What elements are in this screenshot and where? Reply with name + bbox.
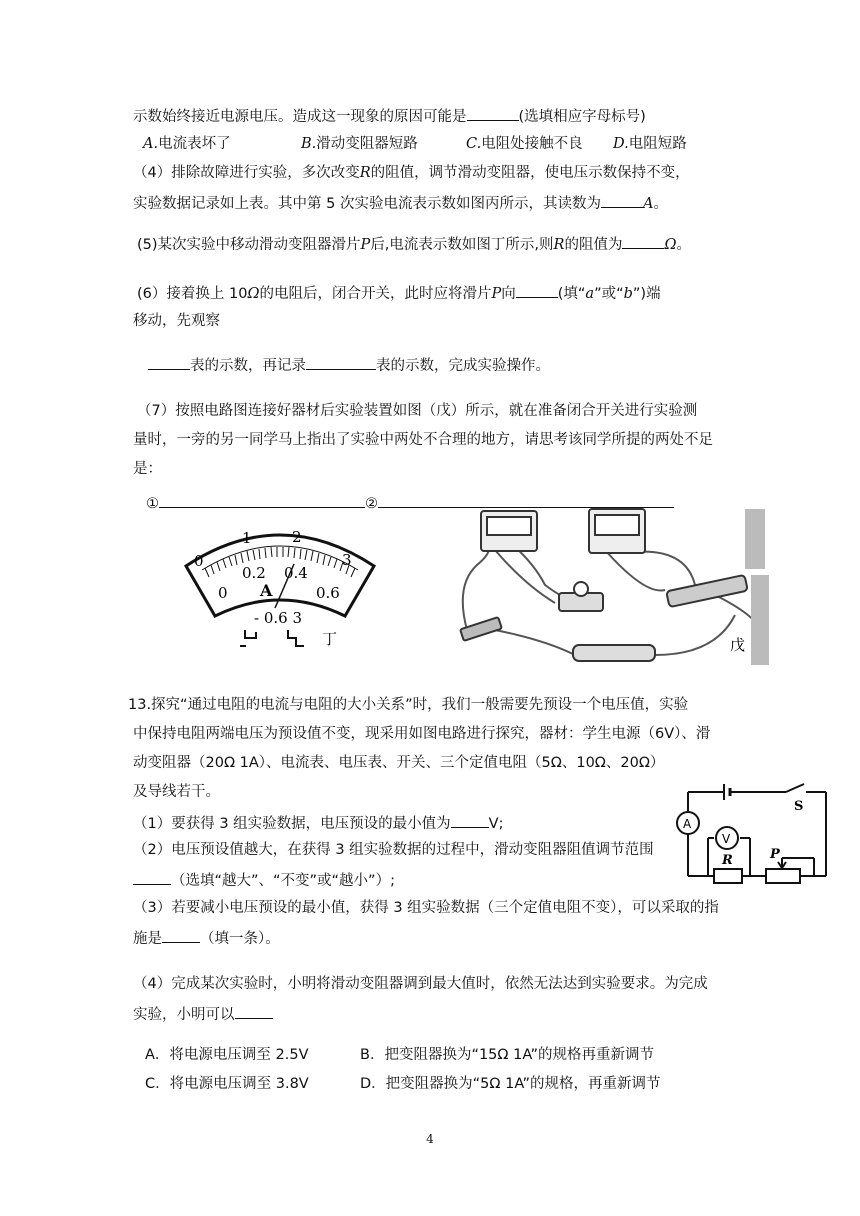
- q12-part6-line2: 移动，先观察: [133, 313, 220, 329]
- terminal-connector-left: [240, 630, 256, 646]
- answer-blank[interactable]: [162, 927, 200, 943]
- figure-label-wu: 戊: [730, 636, 746, 654]
- slider-label: P: [770, 847, 780, 862]
- bottom-scale-0.6: 0.6: [316, 584, 340, 602]
- answer-blank[interactable]: [159, 492, 365, 508]
- wire: [495, 630, 575, 655]
- apparatus-figure: [455, 505, 769, 670]
- voltmeter-symbol-label: V: [722, 832, 731, 846]
- top-scale-0: 0: [194, 552, 204, 570]
- ammeter-dial-figure: [180, 520, 380, 655]
- answer-blank[interactable]: [306, 354, 376, 370]
- top-scale-3: 3: [342, 551, 352, 569]
- option-b: B.滑动变阻器短路: [301, 136, 418, 152]
- q13-sub3-line1: （3）若要减小电压预设的最小值，获得 3 组实验数据（三个定值电阻不变），可以采取的指: [133, 900, 719, 916]
- ammeter-device: [481, 511, 537, 551]
- bottom-scale-0.2: 0.2: [242, 564, 266, 582]
- terminal-connector-right: [288, 630, 304, 646]
- bottom-scale-0: 0: [218, 584, 228, 602]
- q13-sub2-line2: （选填“越大”、“不变”或“越小”）;: [133, 869, 395, 891]
- q12-part7-line3: 是：: [133, 461, 162, 477]
- top-scale-1: 1: [242, 529, 252, 547]
- switch-label: S: [794, 799, 804, 814]
- q12-part4-line1: （4）排除故障进行实验，多次改变R的阻值，调节滑动变阻器，使电压示数保持不变，: [133, 165, 690, 181]
- q13-option-a: A．将电源电压调至 2.5V: [145, 1047, 309, 1063]
- q13-sub3-line2: 施是 （填一条）。: [133, 927, 280, 949]
- option-a: A.电流表坏了: [143, 136, 231, 152]
- wire: [463, 545, 489, 630]
- q13-option-d: D．把变阻器换为“5Ω 1A”的规格，再重新调节: [360, 1076, 661, 1092]
- switch-device: [460, 617, 502, 641]
- q13-sub4-line2: 实验，小明可以: [133, 1003, 273, 1025]
- dial-unit-label: A: [260, 581, 273, 600]
- q12-cause-line: 示数始终接近电源电压。造成这一现象的原因可能是 (选填相应字母标号): [133, 105, 646, 127]
- q12-part6-line1: (6）接着换上 10Ω的电阻后，闭合开关，此时应将滑片P向 (填“a”或“b”)端: [137, 282, 661, 304]
- answer-blank[interactable]: [235, 1003, 273, 1019]
- dial-ticks: [205, 547, 355, 577]
- wire: [655, 615, 735, 655]
- circuit-diagram: [674, 778, 834, 884]
- rheostat-device: [666, 575, 748, 607]
- q12-part5: (5)某次实验中移动滑动变阻器滑片P后,电流表示数如图丁所示,则R的阻值为 Ω。: [137, 233, 691, 255]
- q12-part7-line1: （7）按照电路图连接好器材后实验装置如图（戊）所示，就在准备闭合开关进行实验测: [137, 403, 698, 419]
- battery-device: [573, 645, 655, 661]
- answer-blank[interactable]: [601, 192, 643, 208]
- option-d: D.电阻短路: [613, 136, 687, 152]
- bottom-scale-0.4: 0.4: [284, 564, 308, 582]
- resistor-device: [559, 582, 603, 611]
- q13-sub2-line1: （2）电压预设值越大，在获得 3 组实验数据的过程中，滑动变阻器阻值调节范围: [133, 842, 654, 858]
- answer-blank[interactable]: [622, 233, 664, 249]
- answer-blank[interactable]: [451, 812, 489, 828]
- answer-blank[interactable]: [467, 105, 519, 121]
- q13-sub4-line1: （4）完成某次实验时，小明将滑动变阻器调到最大值时，依然无法达到实验要求。为完成: [133, 976, 708, 992]
- terminal-labels: - 0.6 3: [254, 609, 303, 627]
- page-number: 4: [426, 1132, 434, 1146]
- option-c: C.电阻处接触不良: [466, 136, 583, 152]
- resistor-r: [714, 869, 742, 883]
- voltmeter-device: [589, 509, 645, 553]
- answer-blank[interactable]: [148, 354, 190, 370]
- wire: [605, 550, 665, 591]
- answer-blank[interactable]: [133, 869, 171, 885]
- switch-blade: [786, 784, 804, 792]
- q13-line2: 中保持电阻两端电压为预设值不变，现采用如图电路进行探究，器材：学生电源（6V）、滑: [133, 726, 711, 742]
- resistor-label: R: [722, 853, 733, 868]
- answer-blank[interactable]: [516, 282, 558, 298]
- dial-outline: [186, 535, 374, 616]
- photo-edge-noise: [745, 509, 769, 665]
- q12-part7-line2: 量时，一旁的另一同学马上指出了实验中两处不合理的地方，请思考该同学所提的两处不足: [133, 432, 713, 448]
- q13-line1: 13.探究“通过电阻的电流与电阻的大小关系”时，我们一般需要先预设一个电压值，实验: [128, 697, 689, 713]
- q12-part6-line3: 表的示数，再记录 表的示数，完成实验操作。: [148, 354, 550, 376]
- top-scale-2: 2: [292, 528, 302, 546]
- figure-label-ding: 丁: [322, 630, 338, 648]
- q13-option-b: B．把变阻器换为“15Ω 1A”的规格再重新调节: [360, 1047, 654, 1063]
- q12-part7-answers: ① ②: [146, 492, 674, 514]
- q13-line4: 及导线若干。: [133, 784, 220, 800]
- rheostat: [766, 869, 800, 883]
- q13-line3: 动变阻器（20Ω 1A）、电流表、电压表、开关、三个定值电阻（5Ω、10Ω、20Ω）: [133, 755, 665, 771]
- q13-option-c: C．将电源电压调至 3.8V: [145, 1076, 309, 1092]
- q13-sub1: （1）要获得 3 组实验数据，电压预设的最小值为 V;: [133, 812, 503, 834]
- q12-part4-line2: 实验数据记录如上表。其中第 5 次实验电流表示数如图丙所示，其读数为 A。: [133, 192, 668, 214]
- ammeter-symbol-label: A: [683, 817, 692, 831]
